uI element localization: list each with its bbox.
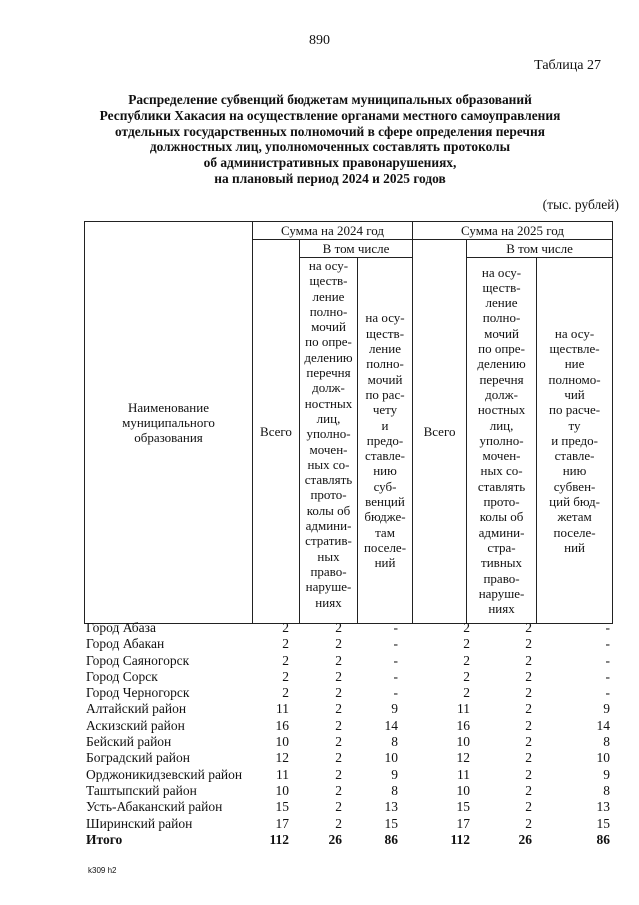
cell-protocols-2025: 2 [525, 815, 532, 831]
row-name: Алтайский район [86, 701, 187, 717]
header-year-2024: Сумма на 2024 год [253, 222, 413, 240]
row-name: Боградский район [86, 750, 190, 766]
cell-protocols-2024: 26 [328, 831, 342, 847]
cell-settlements-2024: 13 [384, 799, 398, 815]
header-name-column: Наименование муниципального образования [85, 222, 253, 624]
table-row [84, 767, 612, 783]
cell-total-2024: 15 [275, 799, 289, 815]
cell-settlements-2024: - [393, 620, 398, 635]
header-settlements-2024 [358, 258, 413, 624]
header-text: на осу- ществ- ление полно- мочий по опре- делению перечня долж- ностных лиц, уполно- мочен- ных со- ставлять прото- колы об админи- стратив- ных право- наруше- ниях [304, 258, 353, 610]
cell-total-2024: 12 [275, 750, 289, 766]
table-header [84, 221, 613, 624]
cell-settlements-2025: 9 [603, 766, 610, 782]
title-line: должностных лиц, уполномоченных составлять протоколы [149, 139, 511, 155]
table-row [84, 620, 612, 636]
page-number: 890 [309, 33, 330, 48]
cell-total-2025: 10 [456, 782, 470, 798]
cell-total-2024: 2 [282, 685, 289, 701]
cell-protocols-2025: 2 [525, 668, 532, 684]
row-name: Город Абакан [86, 636, 165, 652]
table-body [84, 620, 612, 848]
cell-settlements-2025: - [605, 685, 610, 701]
row-name: Усть-Абаканский район [86, 799, 223, 815]
cell-total-2024: 16 [275, 717, 289, 733]
cell-protocols-2025: 2 [525, 750, 532, 766]
header-total-2025: Всего [413, 240, 467, 624]
row-name: Город Абаза [86, 620, 156, 635]
cell-total-2025: 15 [456, 799, 470, 815]
table-row [84, 653, 612, 669]
table-row [84, 669, 612, 685]
cell-total-2024: 2 [282, 620, 289, 635]
row-name: Город Саяногорск [86, 652, 190, 668]
cell-total-2025: 17 [456, 815, 470, 831]
table-row [84, 636, 612, 652]
cell-total-2025: 2 [463, 668, 470, 684]
cell-protocols-2024: 2 [335, 668, 342, 684]
table-row [84, 701, 612, 717]
cell-protocols-2024: 2 [335, 815, 342, 831]
cell-settlements-2024: - [393, 652, 398, 668]
cell-settlements-2025: 8 [603, 782, 610, 798]
cell-protocols-2024: 2 [335, 766, 342, 782]
footer-code: k309 h2 [88, 866, 117, 875]
cell-settlements-2025: - [605, 668, 610, 684]
cell-total-2025: 11 [457, 701, 470, 717]
header-text: на осу- ществ- ление полно- мочий по опре- делению перечня долж- ностных лиц, уполно- мочен- ных со- ставлять прото- колы об админи- стра- тивных право- наруше- ниях [477, 264, 526, 617]
cell-total-2024: 2 [282, 668, 289, 684]
table-row [84, 685, 612, 701]
cell-settlements-2025: 14 [596, 717, 610, 733]
cell-protocols-2025: 2 [525, 766, 532, 782]
table-row [84, 799, 612, 815]
row-name: Орджоникидзевский район [86, 766, 243, 782]
cell-settlements-2024: 8 [391, 734, 398, 750]
cell-settlements-2024: - [393, 668, 398, 684]
cell-settlements-2025: 9 [603, 701, 610, 717]
cell-total-2024: 112 [269, 831, 289, 847]
cell-protocols-2024: 2 [335, 701, 342, 717]
cell-protocols-2024: 2 [335, 799, 342, 815]
table-row [84, 783, 612, 799]
title-line: Распределение субвенций бюджетам муниципальных образований [128, 92, 532, 107]
cell-total-2025: 2 [463, 685, 470, 701]
title-line: об административных правонарушениях, [203, 155, 457, 171]
cell-protocols-2024: 2 [335, 734, 342, 750]
cell-protocols-2024: 2 [335, 782, 342, 798]
cell-total-2024: 11 [276, 701, 289, 717]
cell-settlements-2025: - [605, 652, 610, 668]
header-total-2024: Всего [253, 240, 300, 624]
header-protocols-2024 [300, 258, 358, 624]
cell-total-2024: 17 [275, 815, 289, 831]
cell-settlements-2024: - [393, 685, 398, 701]
cell-settlements-2024: 10 [384, 750, 398, 766]
cell-settlements-2024: 9 [391, 701, 398, 717]
cell-total-2024: 11 [276, 766, 289, 782]
cell-protocols-2024: 2 [335, 750, 342, 766]
cell-total-2025: 2 [463, 636, 470, 652]
cell-protocols-2025: 2 [525, 701, 532, 717]
row-name: Таштыпский район [86, 782, 197, 798]
cell-protocols-2025: 26 [518, 831, 532, 847]
cell-settlements-2025: 13 [596, 799, 610, 815]
cell-protocols-2024: 2 [335, 652, 342, 668]
cell-total-2025: 12 [456, 750, 470, 766]
header-including-2024: В том числе [300, 240, 413, 258]
cell-protocols-2025: 2 [525, 717, 532, 733]
cell-settlements-2024: - [393, 636, 398, 652]
cell-settlements-2025: 10 [596, 750, 610, 766]
cell-protocols-2025: 2 [525, 685, 532, 701]
table-row [84, 750, 612, 766]
header-text: на осу- ществле- ние полномо- чий по расче- ту и предо- ставле- нию субвен- ций бюд- жетам поселе- ний [548, 325, 601, 555]
header-protocols-2025 [467, 258, 537, 624]
table-label: Таблица 27 [534, 58, 601, 73]
cell-total-2025: 112 [450, 831, 470, 847]
row-name: Бейский район [86, 734, 172, 750]
header-settlements-2025 [537, 258, 613, 624]
cell-total-2025: 10 [456, 734, 470, 750]
title-line: отдельных государственных полномочий в сфере определения перечня [115, 123, 545, 139]
header-year-2025: Сумма на 2025 год [413, 222, 613, 240]
cell-protocols-2025: 2 [525, 636, 532, 652]
table-row-total [84, 832, 612, 848]
title-line: Республики Хакасия на осуществление органами местного самоуправления [99, 107, 561, 123]
cell-protocols-2024: 2 [335, 717, 342, 733]
table-row [84, 816, 612, 832]
cell-settlements-2024: 8 [391, 782, 398, 798]
row-name: Аскизский район [86, 717, 185, 733]
row-name: Город Черногорск [86, 685, 190, 701]
cell-total-2025: 2 [463, 620, 470, 635]
cell-protocols-2024: 2 [335, 620, 342, 635]
row-name: Итого [86, 831, 123, 847]
cell-total-2024: 2 [282, 636, 289, 652]
title-line: на плановый период 2024 и 2025 годов [214, 170, 446, 186]
table-row [84, 734, 612, 750]
cell-protocols-2024: 2 [335, 636, 342, 652]
cell-protocols-2025: 2 [525, 799, 532, 815]
cell-settlements-2024: 15 [384, 815, 398, 831]
document-title [60, 92, 600, 187]
cell-settlements-2025: - [605, 636, 610, 652]
cell-protocols-2025: 2 [525, 734, 532, 750]
header-text: на осу- ществ- ление полно- мочий по рас- чету и предо- ставле- нию суб- венций бюдже- там поселе- ний [363, 310, 407, 571]
cell-settlements-2024: 9 [391, 766, 398, 782]
cell-total-2024: 2 [282, 652, 289, 668]
cell-settlements-2024: 14 [384, 717, 398, 733]
units-label: (тыс. рублей) [542, 197, 619, 212]
cell-total-2024: 10 [275, 734, 289, 750]
table-row [84, 718, 612, 734]
cell-settlements-2025: 8 [603, 734, 610, 750]
cell-total-2025: 2 [463, 652, 470, 668]
cell-settlements-2024: 86 [384, 831, 398, 847]
cell-protocols-2025: 2 [525, 620, 532, 635]
cell-settlements-2025: 15 [596, 815, 610, 831]
cell-total-2024: 10 [275, 782, 289, 798]
cell-protocols-2025: 2 [525, 782, 532, 798]
row-name: Город Сорск [86, 668, 158, 684]
cell-protocols-2024: 2 [335, 685, 342, 701]
header-including-2025: В том числе [467, 240, 613, 258]
cell-protocols-2025: 2 [525, 652, 532, 668]
cell-settlements-2025: - [605, 620, 610, 635]
cell-settlements-2025: 86 [596, 831, 610, 847]
cell-total-2025: 16 [456, 717, 470, 733]
row-name: Ширинский район [86, 815, 193, 831]
cell-total-2025: 11 [457, 766, 470, 782]
